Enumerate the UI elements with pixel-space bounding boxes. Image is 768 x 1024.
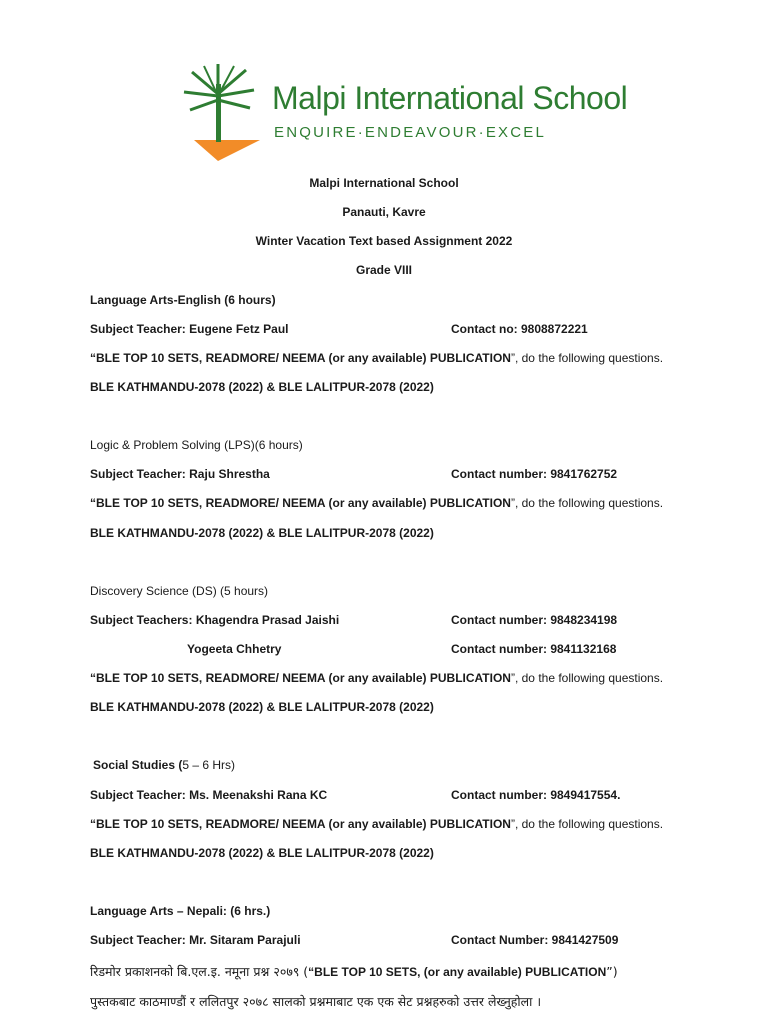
lps-subject: Logic & Problem Solving (LPS)(6 hours) (90, 438, 303, 452)
closing-quote: ”) (606, 964, 618, 979)
instruction-text: ”, do the following questions. (510, 817, 664, 831)
publication-name: “BLE TOP 10 SETS, READMORE/ NEEMA (or any available) PUBLICATION (90, 496, 511, 510)
nepali-teacher: Subject Teacher: Mr. Sitaram Parajuli (90, 933, 301, 947)
science-papers: BLE KATHMANDU-2078 (2022) & BLE LALITPUR-2078 (2022) (90, 700, 434, 714)
science-instruction (90, 671, 663, 685)
science-contact-1: Contact number: 9848234198 (451, 613, 618, 627)
school-name: Malpi International School (309, 176, 459, 190)
logo-title: Malpi International School (272, 80, 628, 116)
nepali-text: रिडमोर प्रकाशनको बि.एल.इ. नमूना प्रश्न २०७९ ( (90, 964, 309, 979)
social-hours: 5 – 6 Hrs) (182, 758, 236, 772)
lps-papers: BLE KATHMANDU-2078 (2022) & BLE LALITPUR-2078 (2022) (90, 526, 434, 540)
instruction-text: ”, do the following questions. (510, 671, 664, 685)
school-logo (178, 62, 628, 162)
english-teacher: Subject Teacher: Eugene Fetz Paul (90, 322, 289, 336)
logo-tagline: ENQUIRE·ENDEAVOUR·EXCEL (274, 124, 547, 141)
science-teacher-1: Subject Teachers: Khagendra Prasad Jaishi (90, 613, 340, 627)
lps-teacher: Subject Teacher: Raju Shrestha (90, 467, 270, 481)
english-papers: BLE KATHMANDU-2078 (2022) & BLE LALITPUR-2078 (2022) (90, 380, 434, 394)
publication-name: “BLE TOP 10 SETS, READMORE/ NEEMA (or any available) PUBLICATION (90, 671, 511, 685)
social-instruction (90, 817, 663, 831)
lps-contact: Contact number: 9841762752 (451, 467, 618, 481)
science-teacher-2: Yogeeta Chhetry (187, 642, 282, 656)
social-contact: Contact number: 9849417554. (451, 788, 621, 802)
nepali-instruction-line-2: पुस्तकबाट काठमाण्डौं र ललितपुर २०७८ सालको प्रश्नमाबाट एक एक सेट प्रश्नहरुको उत्तर लेख्नुहोला । (90, 994, 542, 1009)
school-location: Panauti, Kavre (342, 205, 426, 219)
science-subject: Discovery Science (DS) (5 hours) (90, 584, 269, 598)
lps-instruction (90, 496, 663, 510)
english-instruction (90, 351, 663, 365)
nepali-subject: Language Arts – Nepali: (6 hrs.) (90, 904, 271, 918)
publication-name: “BLE TOP 10 SETS, (or any available) PUBLICATION (308, 965, 607, 979)
science-contact-2: Contact number: 9841132168 (451, 642, 617, 656)
instruction-text: ”, do the following questions. (510, 351, 664, 365)
english-subject: Language Arts-English (6 hours) (90, 293, 276, 307)
nepali-contact: Contact Number: 9841427509 (451, 933, 619, 947)
instruction-text: ”, do the following questions. (510, 496, 664, 510)
social-subject-name: Social Studies ( (93, 758, 183, 772)
publication-name: “BLE TOP 10 SETS, READMORE/ NEEMA (or any available) PUBLICATION (90, 817, 511, 831)
social-subject (93, 758, 235, 772)
nepali-instruction-line-1 (90, 963, 618, 980)
grade-label: Grade VIII (355, 263, 413, 277)
bamboo-logo-icon (178, 62, 278, 162)
social-papers: BLE KATHMANDU-2078 (2022) & BLE LALITPUR-2078 (2022) (90, 846, 434, 860)
publication-name: “BLE TOP 10 SETS, READMORE/ NEEMA (or any available) PUBLICATION (90, 351, 511, 365)
social-teacher: Subject Teacher: Ms. Meenakshi Rana KC (90, 788, 328, 802)
assignment-title: Winter Vacation Text based Assignment 2022 (255, 234, 513, 248)
english-contact: Contact no: 9808872221 (451, 322, 588, 336)
